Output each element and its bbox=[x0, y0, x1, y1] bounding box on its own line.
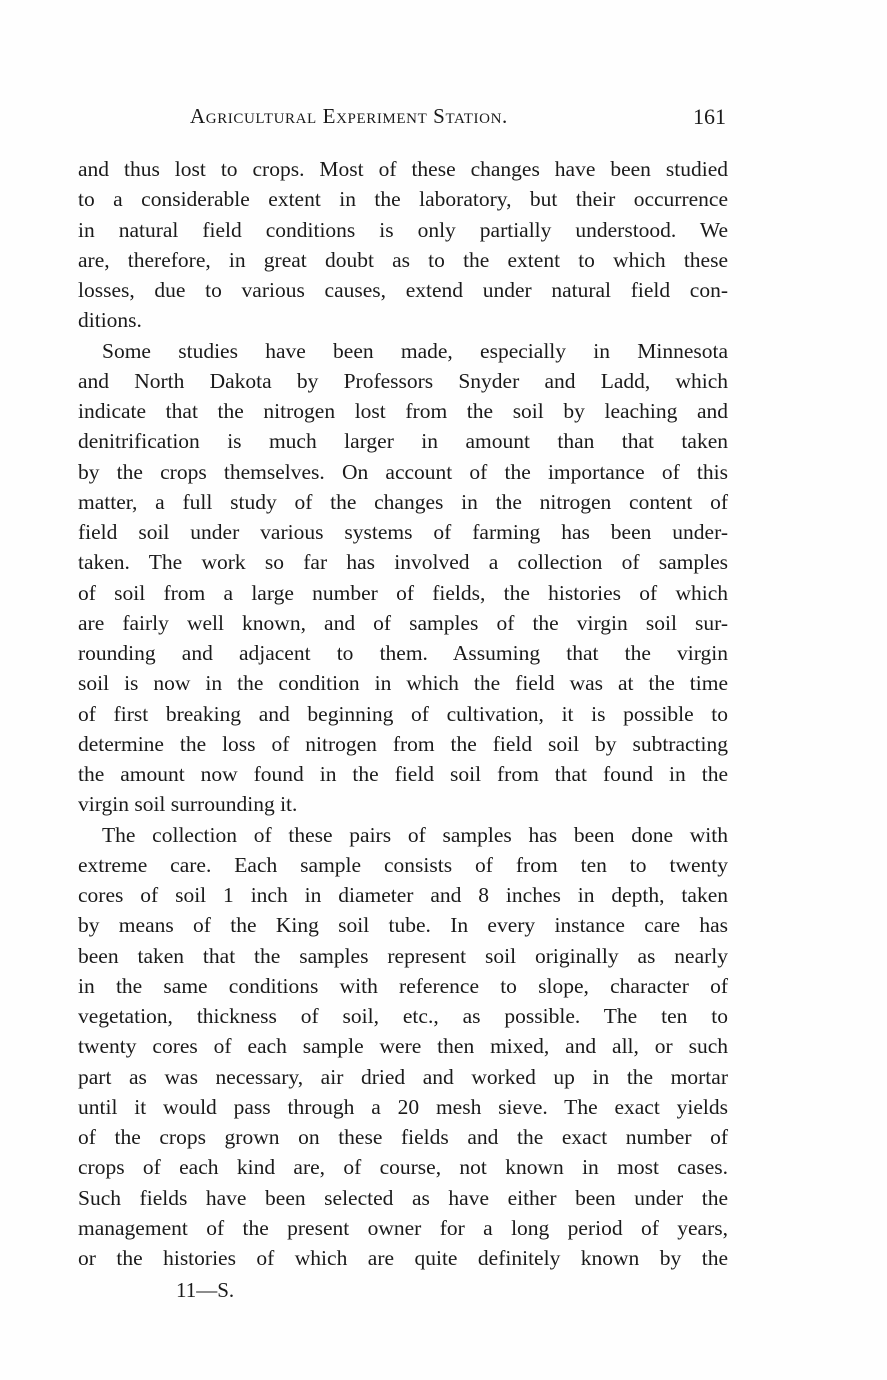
text-line: and thus lost to crops. Most of these changes have been studied bbox=[78, 157, 728, 181]
text-line: indicate that the nitrogen lost from the soil by leaching and bbox=[78, 399, 728, 423]
text-line: to a considerable extent in the laboratory, but their occurrence bbox=[78, 187, 728, 212]
text-line: The collection of these pairs of samples has been done with bbox=[102, 822, 728, 847]
signature-mark: 11—S. bbox=[176, 1278, 235, 1302]
text-line: ditions. bbox=[78, 308, 142, 333]
running-head-title: Agricultural Experiment Station. bbox=[190, 104, 508, 128]
paragraph bbox=[78, 336, 728, 820]
paragraph bbox=[78, 820, 728, 1274]
text-line: are, therefore, in great doubt as to the extent to which these bbox=[78, 247, 728, 272]
text-line: are fairly well known, and of samples of the virgin soil sur- bbox=[78, 610, 728, 635]
text-line: of soil from a large number of fields, the histories of which bbox=[78, 580, 728, 605]
text-line: cores of soil 1 inch in diameter and 8 inches in depth, taken bbox=[78, 883, 728, 907]
text-line: of the crops grown on these fields and the exact number of bbox=[78, 1125, 728, 1149]
text-line: by the crops themselves. On account of the importance of this bbox=[78, 459, 728, 484]
text-line: twenty cores of each sample were then mixed, and all, or such bbox=[78, 1034, 728, 1059]
text-line: of first breaking and beginning of cultivation, it is possible to bbox=[78, 701, 728, 726]
text-line: denitrification is much larger in amount than that taken bbox=[78, 429, 728, 454]
text-line: the amount now found in the field soil from that found in the bbox=[78, 762, 728, 786]
text-line: determine the loss of nitrogen from the field soil by subtracting bbox=[78, 731, 728, 756]
text-line: in the same conditions with reference to slope, character of bbox=[78, 973, 728, 998]
text-line: field soil under various systems of farming has been under- bbox=[78, 520, 728, 544]
text-line: taken. The work so far has involved a collection of samples bbox=[78, 550, 728, 575]
text-line: part as was necessary, air dried and worked up in the mortar bbox=[78, 1064, 728, 1089]
text-line: by means of the King soil tube. In every instance care has bbox=[78, 913, 728, 938]
text-line: been taken that the samples represent soil originally as nearly bbox=[78, 943, 728, 968]
text-line: Such fields have been selected as have either been under the bbox=[78, 1185, 728, 1210]
text-line: or the histories of which are quite definitely known by the bbox=[78, 1246, 728, 1270]
body-text bbox=[78, 154, 728, 1273]
page-number: 161 bbox=[693, 104, 726, 129]
text-line: crops of each kind are, of course, not known in most cases. bbox=[78, 1155, 728, 1180]
text-line: extreme care. Each sample consists of from ten to twenty bbox=[78, 852, 728, 877]
text-line: soil is now in the condition in which the field was at the time bbox=[78, 671, 728, 696]
running-head bbox=[78, 104, 728, 136]
text-line: management of the present owner for a long period of years, bbox=[78, 1215, 728, 1240]
text-line: Some studies have been made, especially in Minnesota bbox=[102, 338, 728, 363]
text-line: vegetation, thickness of soil, etc., as possible. The ten to bbox=[78, 1004, 728, 1028]
text-line: rounding and adjacent to them. Assuming that the virgin bbox=[78, 641, 728, 665]
text-line: until it would pass through a 20 mesh sieve. The exact yields bbox=[78, 1094, 728, 1119]
text-line: virgin soil surrounding it. bbox=[78, 792, 298, 817]
paragraph bbox=[78, 154, 728, 336]
text-line: and North Dakota by Professors Snyder and Ladd, which bbox=[78, 368, 728, 393]
text-line: losses, due to various causes, extend under natural field con- bbox=[78, 278, 728, 302]
text-line: in natural field conditions is only partially understood. We bbox=[78, 217, 728, 242]
text-line: matter, a full study of the changes in the nitrogen content of bbox=[78, 489, 728, 514]
